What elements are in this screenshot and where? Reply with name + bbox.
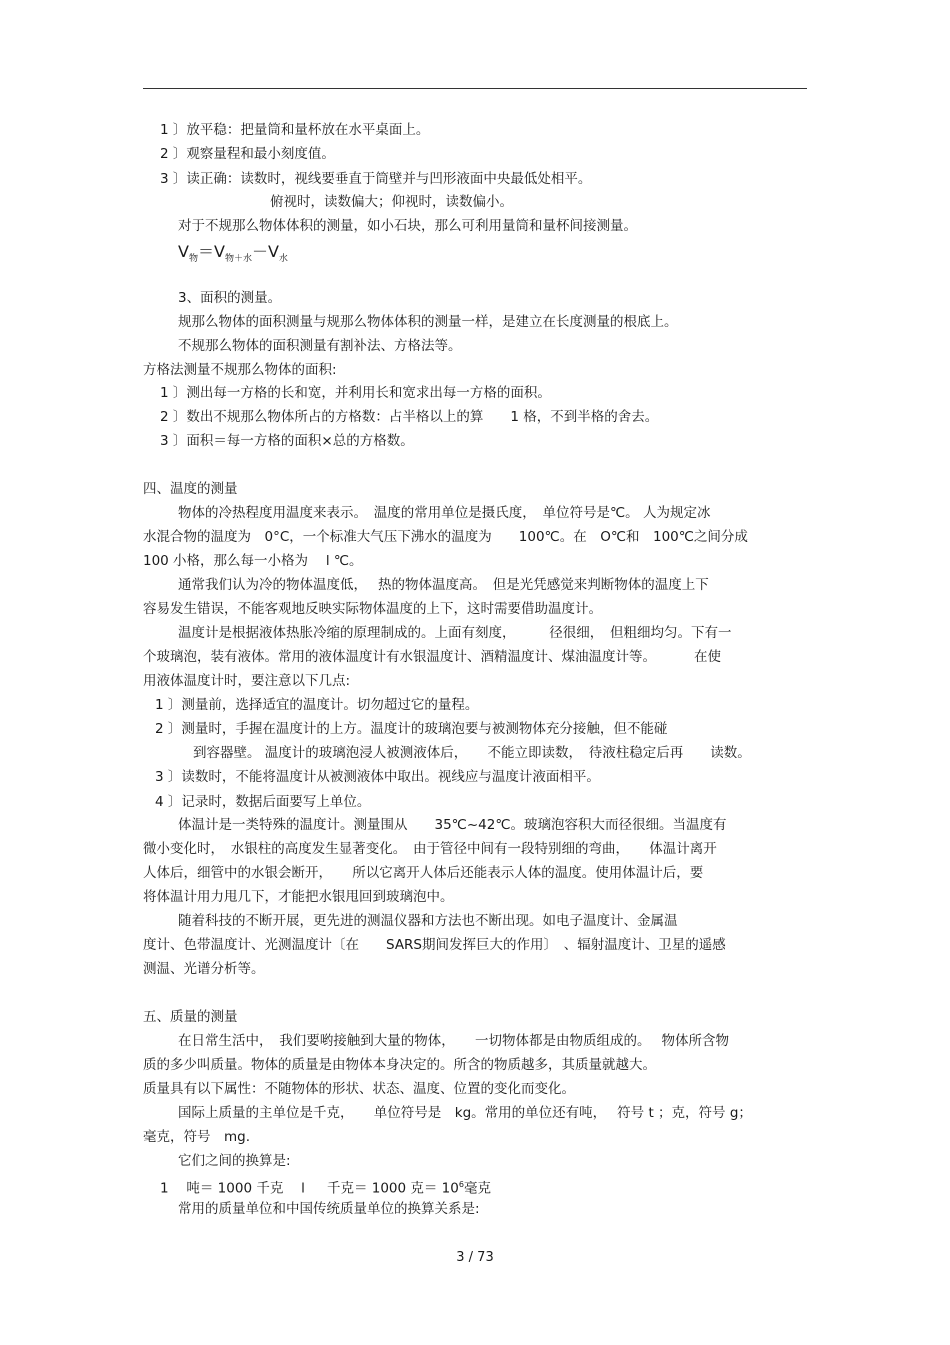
text-line: 100 小格，那么每一小格为 l ℃。 (143, 553, 363, 569)
page-number: 3 / 73 (456, 1250, 494, 1265)
text-line: 将体温计用力甩几下，才能把水银甩回到玻璃泡中。 (143, 889, 454, 905)
section-heading: 四、温度的测量 (143, 481, 238, 497)
text-line: 3 〕读数时，不能将温度计从被测液体中取出。视线应与温度计液面相平。 (155, 769, 600, 785)
text-line: 温度计是根据液体热胀冷缩的原理制成的。上面有刻度， 径很细， 但粗细均匀。下有一 (178, 625, 732, 641)
text-line: 测温、光谱分析等。 (143, 961, 265, 977)
text-line: 规那么物体的面积测量与规那么物体体积的测量一样，是建立在长度测量的根底上。 (178, 314, 678, 330)
text-line: 它们之间的换算是: (178, 1153, 291, 1169)
text-line: 不规那么物体的面积测量有割补法、方格法等。 (178, 338, 462, 354)
text-line: 2 〕测量时，手握在温度计的上方。温度计的玻璃泡要与被测物体充分接触，但不能碰 (155, 721, 668, 737)
text-line: 物体的冷热程度用温度来表示。 温度的常用单位是摄氏度， 单位符号是℃。 人为规定冰 (178, 505, 711, 521)
text-line: 对于不规那么物体体积的测量，如小石块，那么可利用量筒和量杯间接测量。 (178, 218, 637, 234)
text-line: 人体后，细管中的水银会断开， 所以它离开人体后还能表示人体的温度。使用体温计后，要 (143, 865, 704, 881)
text-line: 国际上质量的主单位是千克， 单位符号是 kg。常用的单位还有吨， 符号 t ；克，符号 g； (178, 1105, 752, 1121)
text-line: 俯视时，读数偏大；仰视时，读数偏小。 (270, 194, 513, 210)
conversion-line: 1 吨＝ 1000 千克 l 千克＝ 1000 克＝ $10^6$毫克 (160, 1180, 491, 1197)
text-line: 4 〕记录时，数据后面要写上单位。 (155, 794, 371, 810)
text-line: 个玻璃泡，装有液体。常用的液体温度计有水银温度计、酒精温度计、煤油温度计等。 在使 (143, 649, 722, 665)
text-line: 通常我们认为冷的物体温度低， 热的物体温度高。 但是光凭感觉来判断物体的温度上下 (178, 577, 709, 593)
text-line: 用液体温度计时，要注意以下几点: (143, 673, 351, 689)
text-line: 2 〕数出不规那么物体所占的方格数：占半格以上的算 1 格，不到半格的舍去。 (160, 409, 659, 425)
text-line: 随着科技的不断开展，更先进的测温仪器和方法也不断出现。如电子温度计、金属温 (178, 913, 678, 929)
text-line: 3 〕面积＝每一方格的面积×总的方格数。 (160, 433, 414, 449)
header-rule (143, 88, 807, 89)
text-line: 1 〕测出每一方格的长和宽，并利用长和宽求出每一方格的面积。 (160, 385, 551, 401)
text-line: 在日常生活中， 我们要哟接触到大量的物体， 一切物体都是由物质组成的。 物体所含物 (178, 1033, 730, 1049)
text-line: 方格法测量不规那么物体的面积: (143, 362, 337, 378)
text-line: 容易发生错误，不能客观地反映实际物体温度的上下，这时需要借助温度计。 (143, 601, 602, 617)
section-heading: 3、面积的测量。 (178, 290, 282, 306)
text-line: 毫克，符号 mg. (143, 1129, 251, 1145)
section-heading: 五、质量的测量 (143, 1009, 238, 1025)
text-line: 质的多少叫质量。物体的质量是由物体本身决定的。所含的物质越多，其质量就越大。 (143, 1057, 656, 1073)
text-line: 水混合物的温度为 0°C，一个标准大气压下沸水的温度为 100℃。在 O℃和 100℃之间分成 (143, 529, 748, 545)
text-line: 常用的质量单位和中国传统质量单位的换算关系是: (178, 1201, 480, 1217)
text-line: 度计、色带温度计、光测温度计〔在 SARS期间发挥巨大的作用〕 、辐射温度计、卫星的遥感 (143, 937, 726, 953)
text-line: 微小变化时， 水银柱的高度发生显著变化。 由于管径中间有一段特别细的弯曲， 体温计离开 (143, 841, 717, 857)
text-line: 2 〕观察量程和最小刻度值。 (160, 146, 335, 162)
text-line: 1 〕放平稳：把量筒和量杯放在水平桌面上。 (160, 122, 430, 138)
text-line: 体温计是一类特殊的温度计。测量围从 35℃~42℃。玻璃泡容积大而径很细。当温度有 (178, 817, 727, 833)
text-line: 3 〕读正确：读数时，视线要垂直于筒壁并与凹形液面中央最低处相平。 (160, 171, 592, 187)
text-line: 质量具有以下属性：不随物体的形状、状态、温度、位置的变化而变化。 (143, 1081, 575, 1097)
text-line: 1 〕测量前，选择适宜的温度计。切勿超过它的量程。 (155, 697, 479, 713)
volume-formula: $V_物=V_{物+水}-V_水$ (178, 242, 288, 265)
text-line: 到容器壁。 温度计的玻璃泡浸人被测液体后， 不能立即读数， 待液柱稳定后再 读数。 (193, 745, 751, 761)
